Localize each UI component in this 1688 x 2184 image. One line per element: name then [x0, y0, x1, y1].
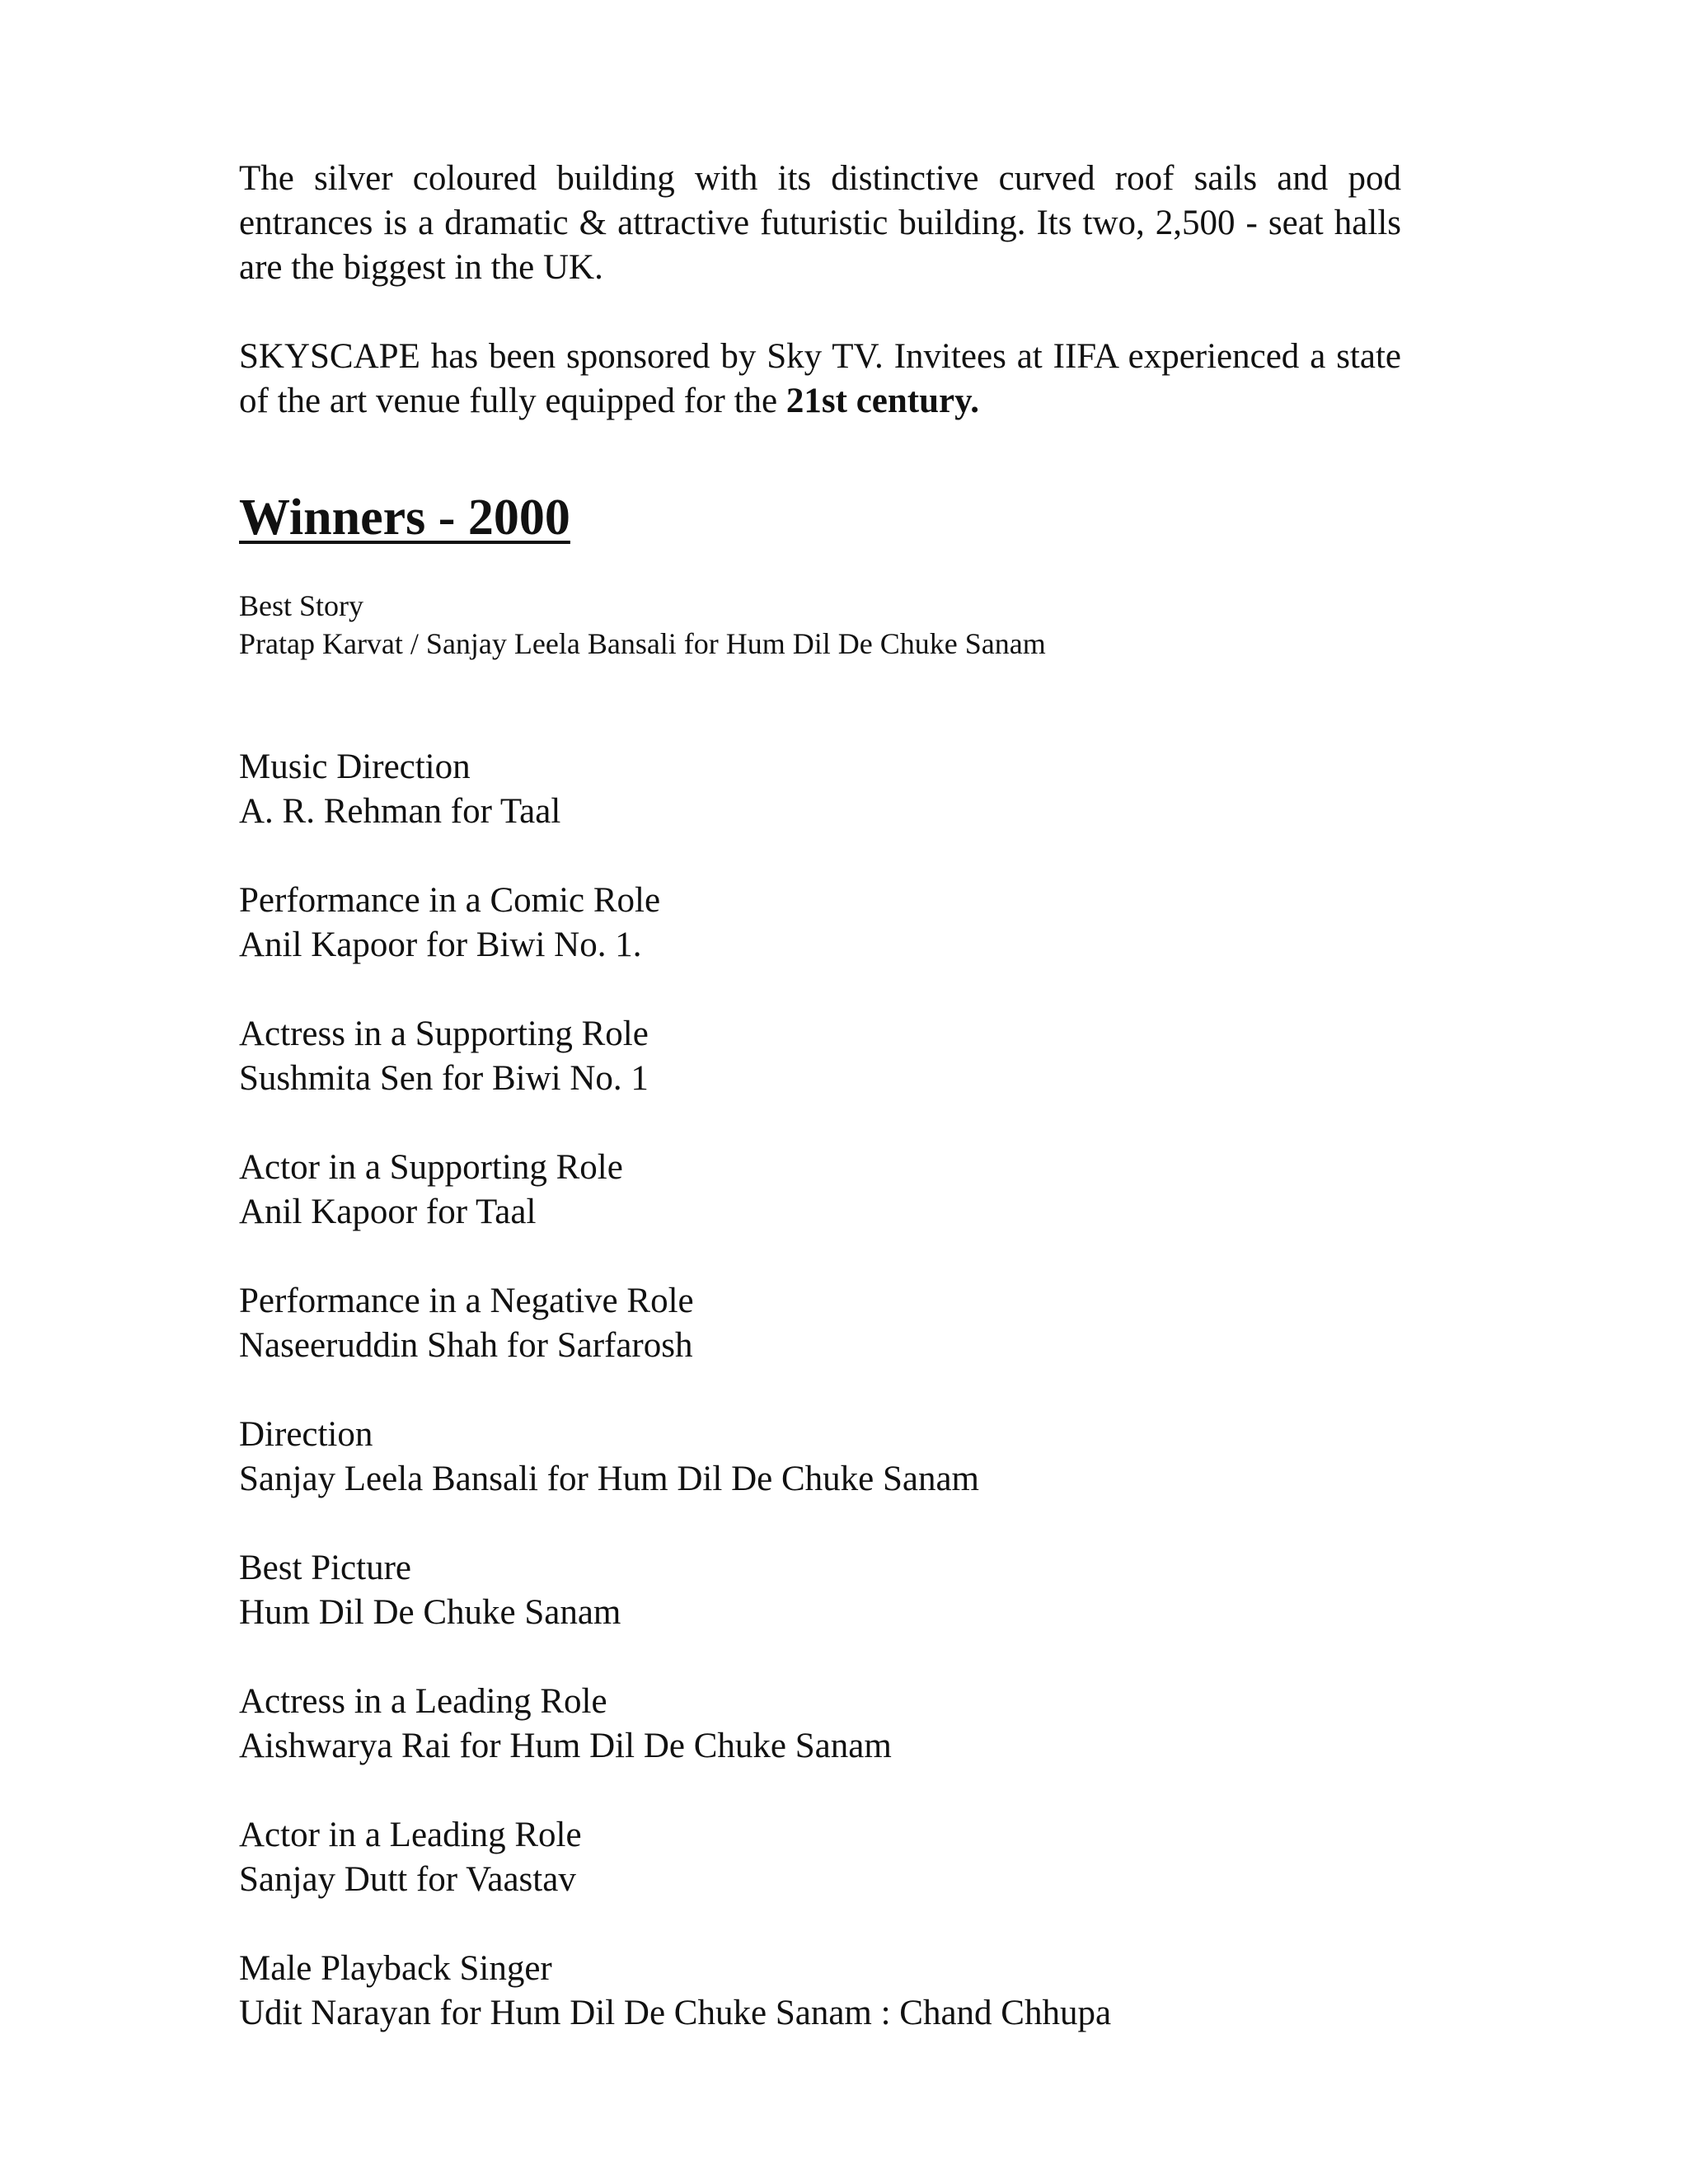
award-winner: Pratap Karvat / Sanjay Leela Bansali for Hum Dil De Chuke Sanam: [239, 627, 1046, 660]
award-category: Best Story: [239, 589, 364, 622]
award-item: [239, 1146, 1401, 1235]
award-winner: Sanjay Leela Bansali for Hum Dil De Chuke Sanam: [239, 1460, 980, 1498]
award-winner: Anil Kapoor for Biwi No. 1.: [239, 926, 642, 964]
award-item: [239, 1279, 1401, 1368]
award-item: [239, 745, 1401, 834]
award-winner: Sushmita Sen for Biwi No. 1: [239, 1059, 649, 1098]
award-item: [239, 1947, 1401, 2036]
award-category: Direction: [239, 1415, 373, 1454]
sponsor-bold-text: 21st century.: [785, 382, 979, 420]
award-category: Actor in a Leading Role: [239, 1816, 582, 1854]
awards-list: [239, 745, 1401, 2036]
award-winner: Naseeruddin Shah for Sarfarosh: [239, 1326, 693, 1365]
award-category: Performance in a Comic Role: [239, 881, 661, 920]
award-category: Actress in a Leading Role: [239, 1682, 607, 1721]
award-winner: Aishwarya Rai for Hum Dil De Chuke Sanam: [239, 1727, 892, 1765]
sponsor-text: SKYSCAPE has been sponsored by Sky TV. Invitees at IIFA experienced a state of the art venue fully equipped for the: [239, 337, 1401, 420]
award-winner: Anil Kapoor for Taal: [239, 1193, 537, 1231]
award-category: Actress in a Supporting Role: [239, 1015, 649, 1053]
award-category: Best Picture: [239, 1549, 411, 1587]
award-item: [239, 1813, 1401, 1902]
winners-heading: Winners - 2000: [239, 490, 570, 546]
award-item: [239, 1413, 1401, 1502]
document-page: [239, 157, 1401, 2036]
award-category: Music Direction: [239, 748, 471, 786]
award-winner: Sanjay Dutt for Vaastav: [239, 1860, 576, 1899]
best-story-award: [239, 587, 1401, 663]
award-category: Actor in a Supporting Role: [239, 1148, 623, 1187]
award-item: [239, 1680, 1401, 1769]
intro-paragraph-sponsor: [239, 335, 1401, 424]
award-winner: A. R. Rehman for Taal: [239, 792, 561, 831]
award-item: [239, 879, 1401, 968]
award-winner: Hum Dil De Chuke Sanam: [239, 1593, 621, 1632]
award-item: [239, 1012, 1401, 1101]
award-category: Performance in a Negative Role: [239, 1282, 694, 1320]
award-category: Male Playback Singer: [239, 1949, 552, 1988]
intro-paragraph-venue: The silver coloured building with its distinctive curved roof sails and pod entrances is a dramatic & attractive futuristic building. Its two, 2,500 - seat halls are the biggest in the UK.: [239, 159, 1401, 287]
award-winner: Udit Narayan for Hum Dil De Chuke Sanam : Chand Chhupa: [239, 1994, 1112, 2032]
award-item: [239, 1546, 1401, 1635]
